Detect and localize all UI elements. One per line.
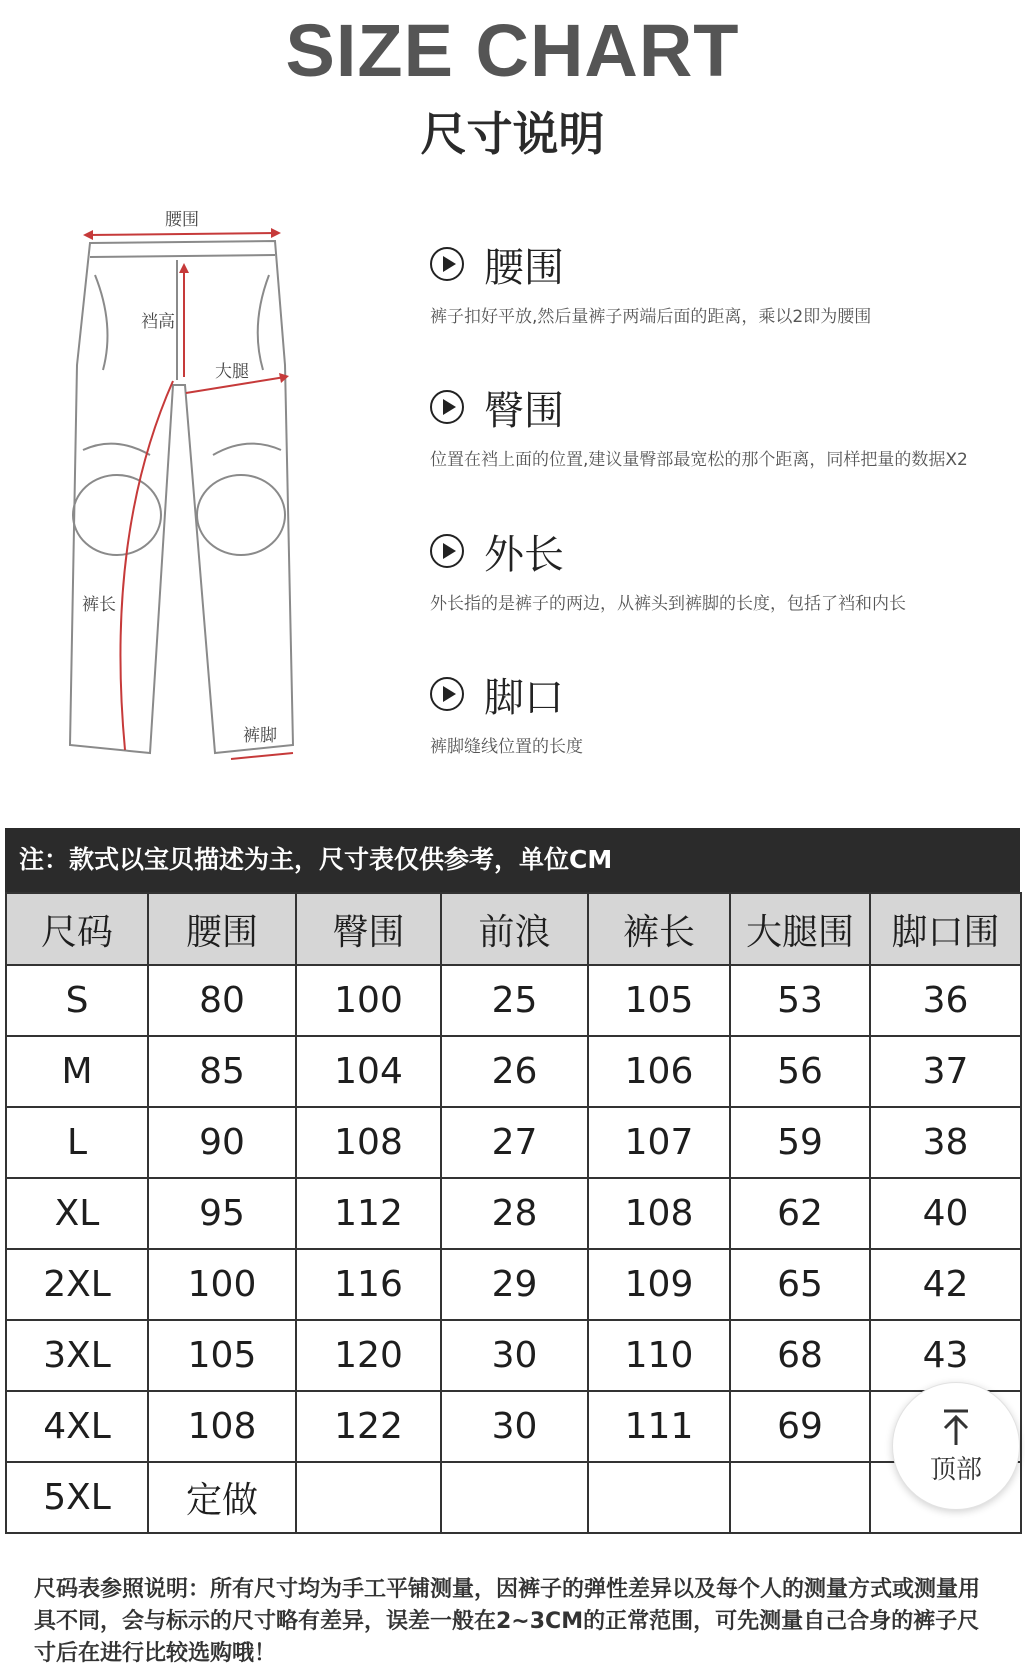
- table-cell: 42: [870, 1249, 1021, 1320]
- table-cell: 109: [588, 1249, 730, 1320]
- table-cell: 30: [441, 1391, 588, 1462]
- table-cell: 2XL: [6, 1249, 148, 1320]
- header-cell: 臀围: [296, 893, 441, 965]
- section-hip: [430, 381, 990, 470]
- table-cell: 116: [296, 1249, 441, 1320]
- pants-diagram: [55, 205, 325, 805]
- table-cell: 30: [441, 1320, 588, 1391]
- table-cell: [441, 1462, 588, 1533]
- title-en: SIZE CHART: [285, 9, 740, 92]
- table-cell: 108: [148, 1391, 296, 1462]
- section-hem: [430, 668, 990, 757]
- section-desc: 裤脚缝线位置的长度: [430, 737, 583, 757]
- table-cell: L: [6, 1107, 148, 1178]
- table-cell: 65: [730, 1249, 870, 1320]
- length-label: 裤长: [82, 595, 116, 615]
- header-cell: 脚口围: [870, 893, 1021, 965]
- thigh-label: 大腿: [215, 362, 249, 382]
- table-cell: 5XL: [6, 1462, 148, 1533]
- header-cell: 裤长: [588, 893, 730, 965]
- size-table: [5, 892, 1022, 1534]
- table-row: [6, 1391, 1021, 1462]
- section-title: 臀围: [484, 387, 564, 434]
- table-cell: 111: [588, 1391, 730, 1462]
- table-cell: 120: [296, 1320, 441, 1391]
- section-title: 外长: [484, 531, 564, 578]
- table-row: [6, 1320, 1021, 1391]
- table-cell: 36: [870, 965, 1021, 1036]
- table-cell: 25: [441, 965, 588, 1036]
- table-cell: M: [6, 1036, 148, 1107]
- table-cell: 107: [588, 1107, 730, 1178]
- table-cell: 59: [730, 1107, 870, 1178]
- table-cell: 80: [148, 965, 296, 1036]
- table-cell: 27: [441, 1107, 588, 1178]
- header-cell: 腰围: [148, 893, 296, 965]
- section-desc: 外长指的是裤子的两边，从裤头到裤脚的长度，包括了裆和内长: [430, 594, 906, 614]
- table-cell: 40: [870, 1178, 1021, 1249]
- table-cell: 105: [588, 965, 730, 1036]
- table-row: [6, 965, 1021, 1036]
- table-cell: 90: [148, 1107, 296, 1178]
- table-row: [6, 1249, 1021, 1320]
- section-waist: [430, 238, 990, 327]
- footer-note: 尺码表参照说明：所有尺寸均为手工平铺测量，因裤子的弹性差异以及每个人的测量方式或测量用具不同，会与标示的尺寸略有差异，误差一般在2~3CM的正常范围，可先测量自己合身的裤子尺寸后在进行比较选购哦！: [34, 1577, 981, 1666]
- table-cell: 108: [588, 1178, 730, 1249]
- table-cell: 105: [148, 1320, 296, 1391]
- table-cell: 112: [296, 1178, 441, 1249]
- title-zh: 尺寸说明: [420, 107, 605, 161]
- table-cell: 104: [296, 1036, 441, 1107]
- play-icon: [430, 247, 464, 281]
- back-to-top-label: 顶部: [929, 1454, 982, 1485]
- table-cell: [730, 1462, 870, 1533]
- table-cell: 69: [730, 1391, 870, 1462]
- play-icon: [430, 390, 464, 424]
- table-cell: 28: [441, 1178, 588, 1249]
- table-cell: 100: [148, 1249, 296, 1320]
- header-cell: 尺码: [6, 893, 148, 965]
- table-cell: 26: [441, 1036, 588, 1107]
- section-title: 腰围: [484, 244, 564, 291]
- rise-label: 裆高: [141, 312, 175, 332]
- table-header-row: [6, 893, 1021, 965]
- table-cell: 56: [730, 1036, 870, 1107]
- table-cell: 108: [296, 1107, 441, 1178]
- table-row: [6, 1178, 1021, 1249]
- table-cell: XL: [6, 1178, 148, 1249]
- table-cell: 106: [588, 1036, 730, 1107]
- table-cell: 68: [730, 1320, 870, 1391]
- section-outseam: [430, 525, 990, 614]
- table-cell: 29: [441, 1249, 588, 1320]
- table-row: [6, 1107, 1021, 1178]
- table-cell: 37: [870, 1036, 1021, 1107]
- back-to-top-button[interactable]: [892, 1382, 1020, 1510]
- table-cell: 85: [148, 1036, 296, 1107]
- table-cell: 110: [588, 1320, 730, 1391]
- hem-label: 裤脚: [243, 726, 277, 746]
- waist-label: 腰围: [165, 210, 199, 230]
- table-cell: 43: [870, 1320, 1021, 1391]
- section-desc: 位置在裆上面的位置,建议量臀部最宽松的那个距离，同样把量的数据X2: [430, 450, 968, 470]
- table-row: [6, 1462, 1021, 1533]
- table-cell: 95: [148, 1178, 296, 1249]
- table-cell: [588, 1462, 730, 1533]
- table-row: [6, 1036, 1021, 1107]
- table-cell: S: [6, 965, 148, 1036]
- section-title: 脚口: [484, 674, 564, 721]
- table-cell: 定做: [148, 1462, 296, 1533]
- table-note: 注：款式以宝贝描述为主，尺寸表仅供参考，单位CM: [5, 828, 1020, 892]
- header-cell: 大腿围: [730, 893, 870, 965]
- header-cell: 前浪: [441, 893, 588, 965]
- table-cell: 53: [730, 965, 870, 1036]
- table-cell: 62: [730, 1178, 870, 1249]
- table-cell: 3XL: [6, 1320, 148, 1391]
- table-cell: 100: [296, 965, 441, 1036]
- table-cell: [296, 1462, 441, 1533]
- play-icon: [430, 677, 464, 711]
- play-icon: [430, 534, 464, 568]
- table-cell: 122: [296, 1391, 441, 1462]
- table-cell: 38: [870, 1107, 1021, 1178]
- table-cell: 4XL: [6, 1391, 148, 1462]
- pants-illustration: [55, 205, 325, 805]
- section-desc: 裤子扣好平放,然后量裤子两端后面的距离，乘以2即为腰围: [430, 307, 872, 327]
- arrow-up-icon: [936, 1407, 976, 1447]
